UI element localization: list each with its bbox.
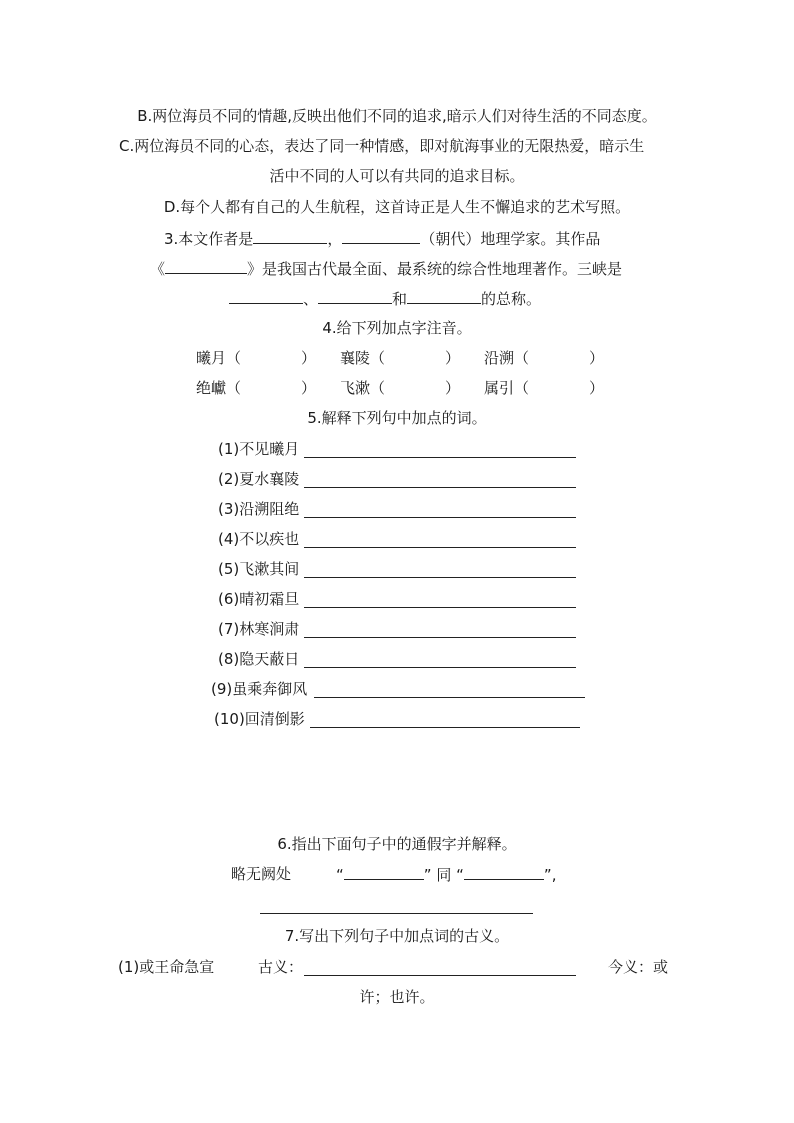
question-3-line1: [164, 228, 600, 249]
tongjia-char-blank[interactable]: [344, 864, 424, 880]
q3-text-3: 》是我国古代最全面、最系统的综合性地理著作。三峡是: [247, 260, 623, 278]
pinyin-close: ）: [301, 349, 317, 367]
q3-sep-3: 和: [392, 290, 408, 308]
q6-quote-open-2: “: [456, 866, 464, 884]
pinyin-word: 曦月（: [196, 349, 242, 367]
q3-sep-1: ，: [327, 230, 343, 248]
q6-quote-open: “: [336, 866, 344, 884]
dynasty-blank[interactable]: [342, 228, 420, 244]
answer-line[interactable]: [304, 546, 576, 548]
q3-open-bracket: 《: [150, 260, 166, 278]
q5-item-label: (8)隐天蔽日: [218, 650, 300, 668]
pinyin-word: 绝巘（: [196, 379, 242, 397]
q5-item-label: (9)虽乘奔御风: [211, 680, 308, 698]
q5-item-label: (1)不见曦月: [218, 440, 300, 458]
q5-item-label: (3)沿溯阻绝: [218, 500, 300, 518]
pinyin-close: ）: [301, 379, 317, 397]
question-4-title: 4.给下列加点字注音。: [322, 319, 472, 337]
option-b: B.两位海员不同的情趣,反映出他们不同的追求,暗示人们对待生活的不同态度。: [137, 107, 657, 125]
q7-jin-continuation: 许；也许。: [359, 988, 435, 1006]
option-c-line2: 活中不同的人可以有共同的追求目标。: [269, 167, 525, 185]
question-6-sentence: [231, 864, 291, 884]
answer-line[interactable]: [304, 516, 576, 518]
answer-line[interactable]: [310, 726, 580, 728]
question-5-title: 5.解释下列句中加点的词。: [307, 409, 487, 427]
answer-line[interactable]: [314, 696, 585, 698]
pinyin-word: 飞漱（: [340, 379, 386, 397]
question-6-title: 6.指出下面句子中的通假字并解释。: [277, 835, 517, 853]
q5-item-label: (6)晴初霜旦: [218, 590, 300, 608]
explanation-line[interactable]: [260, 912, 533, 914]
question-3-line3: [229, 288, 541, 309]
answer-line[interactable]: [304, 576, 576, 578]
gorge-1-blank[interactable]: [229, 288, 303, 304]
q3-text-1: 3.本文作者是: [164, 230, 254, 248]
q3-text-2: （朝代）地理学家。其作品: [420, 230, 601, 248]
question-6-answer: [336, 864, 556, 885]
pinyin-close: ）: [589, 349, 605, 367]
q3-sep-2: 、: [303, 290, 319, 308]
answer-line[interactable]: [304, 456, 576, 458]
q6-quote-close: ”: [423, 866, 432, 884]
pinyin-item-2: [340, 348, 461, 368]
author-blank[interactable]: [253, 228, 327, 244]
pinyin-item-5: [340, 378, 461, 398]
answer-line[interactable]: [304, 636, 576, 638]
q5-item-label: (7)林寒涧肃: [218, 620, 300, 638]
ancient-meaning-line[interactable]: [304, 974, 576, 976]
pinyin-close: ）: [445, 349, 461, 367]
pinyin-close: ）: [589, 379, 605, 397]
option-d: D.每个人都有自己的人生航程，这首诗正是人生不懈追求的艺术写照。: [163, 198, 631, 216]
q7-item-label: (1)或王命急宣: [118, 958, 215, 976]
gorge-3-blank[interactable]: [407, 288, 481, 304]
pinyin-item-3: [484, 348, 605, 368]
original-char-blank[interactable]: [464, 864, 544, 880]
q5-item-label: (4)不以疾也: [218, 530, 300, 548]
pinyin-item-4: [196, 378, 317, 398]
pinyin-close: ）: [445, 379, 461, 397]
question-7-title: 7.写出下列句子中加点词的古义。: [284, 927, 510, 945]
q3-text-4: 的总称。: [481, 290, 542, 308]
q5-item-label: (2)夏水襄陵: [218, 470, 300, 488]
q5-item-label: (5)飞漱其间: [218, 560, 300, 578]
answer-line[interactable]: [304, 606, 576, 608]
answer-line[interactable]: [304, 666, 576, 668]
q7-gu-label: 古义：: [258, 958, 304, 976]
q5-item-label: (10)回清倒影: [214, 710, 305, 728]
pinyin-word: 沿溯（: [484, 349, 530, 367]
pinyin-word: 襄陵（: [340, 349, 386, 367]
answer-line[interactable]: [304, 486, 576, 488]
pinyin-item-1: [196, 348, 317, 368]
pinyin-word: 属引（: [484, 379, 530, 397]
q6-same-text: 同: [436, 866, 452, 884]
work-title-blank[interactable]: [165, 258, 247, 274]
pinyin-item-6: [484, 378, 605, 398]
q7-jin-label: 今义：或: [608, 958, 669, 976]
q6-quote-end: ”,: [543, 866, 557, 884]
option-c-line1: C.两位海员不同的心态，表达了同一种情感，即对航海事业的无限热爱，暗示生: [119, 137, 645, 155]
question-3-line2: [150, 258, 622, 279]
q6-sentence-text: 略无阙处: [231, 865, 292, 883]
gorge-2-blank[interactable]: [318, 288, 392, 304]
